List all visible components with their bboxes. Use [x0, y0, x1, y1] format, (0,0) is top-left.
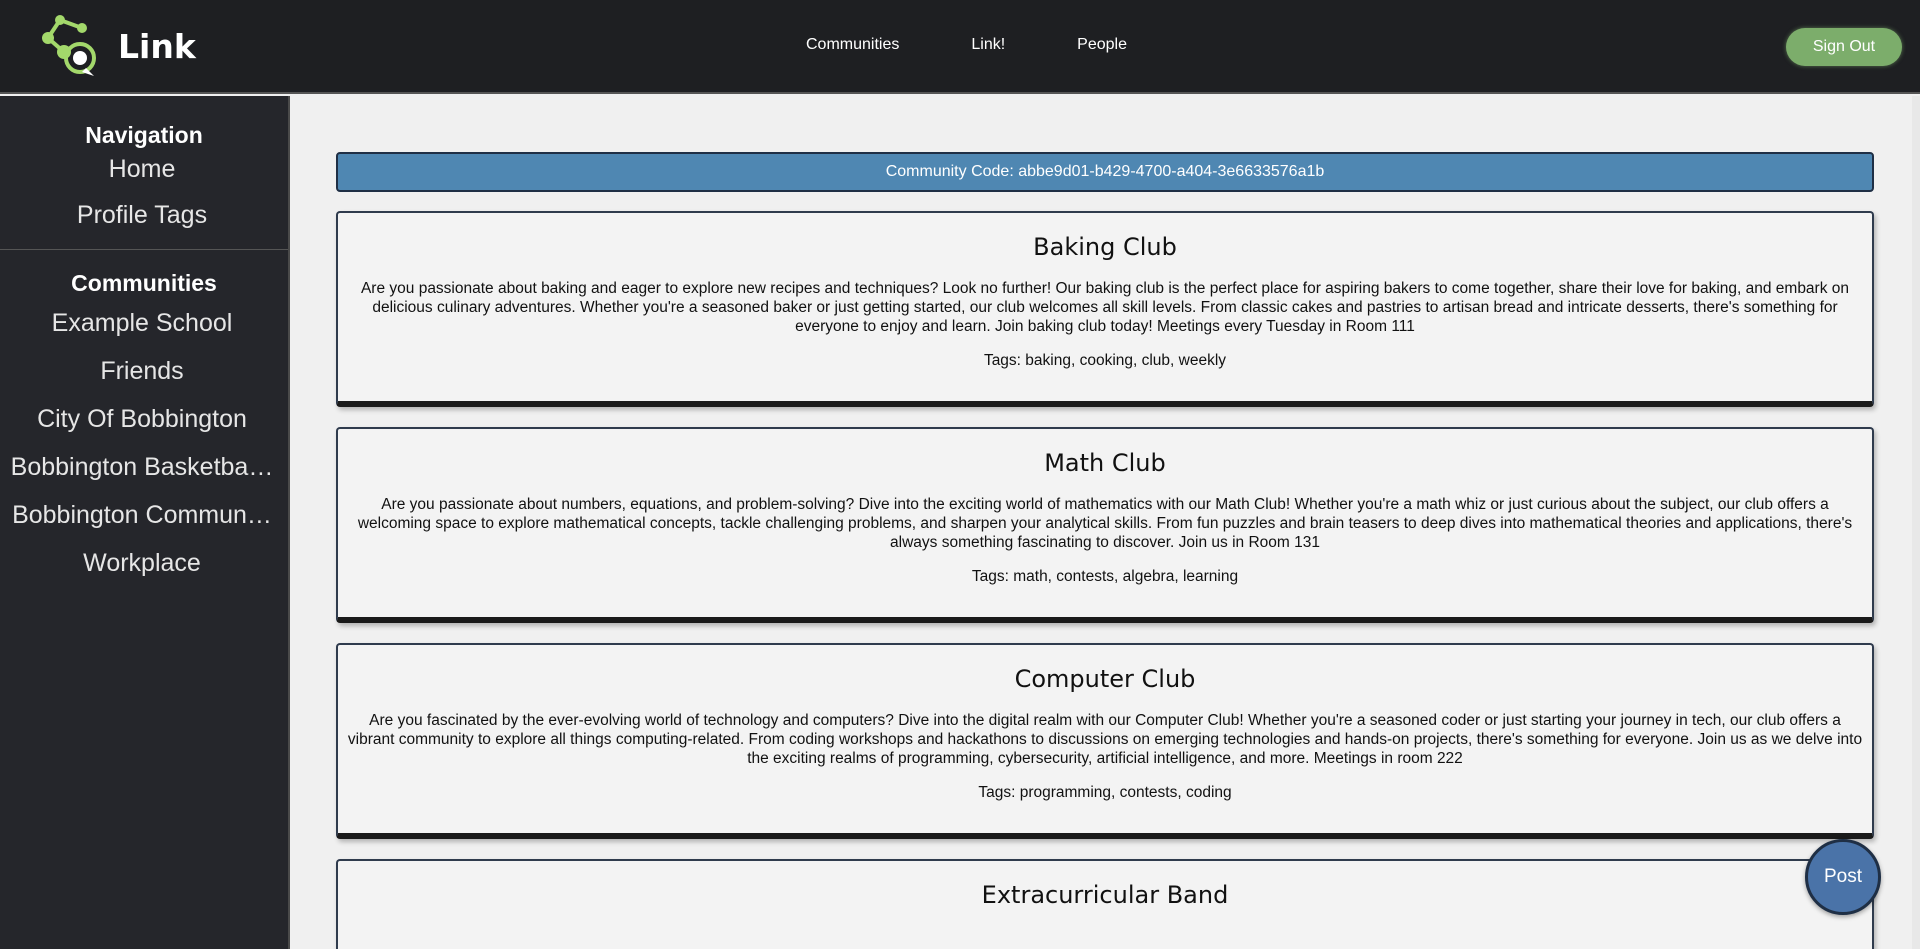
post-tags: Tags: math, contests, algebra, learning [971, 568, 1239, 585]
sidebar-item-friends[interactable]: Friends [100, 357, 184, 385]
sidebar-item-profile-tags[interactable]: Profile Tags [76, 201, 208, 229]
nav-people[interactable]: People [1077, 36, 1127, 53]
main-feed [292, 96, 1920, 949]
sidebar-item-city-of-bobbington[interactable]: City Of Bobbington [37, 405, 247, 433]
post-description: Are you passionate about numbers, equations, and problem-solving? Dive into the exciting world of mathematics with our Math Club! Whether you're a math whiz or just curious about the subject, our club offers a welcoming space to explore mathematical concepts, tackle challenging problems, and sharpen your analytical skills. From fun puzzles and brain teasers to deep dives into mathematical theories and applications, there's always something fascinating to discover. Join us in Room 131 [357, 496, 1853, 551]
post-description: Are you fascinated by the ever-evolving world of technology and computers? Dive into the digital realm with our Computer Club! Whether you're a seasoned coder or just starting your journey in tech, our club offers a vibrant community to explore all things computing-related. From coding workshops and hackathons to discussions on emerging technologies and hands-on projects, there's something for everyone. Join us as we delve into the exciting realms of programming, cybersecurity, artificial intelligence, and more. Meetings in room 222 [347, 712, 1863, 767]
post-title: Baking Club [1033, 233, 1177, 261]
sidebar-item-home[interactable]: Home [108, 155, 176, 183]
brand-name: Link [118, 26, 196, 66]
post-title: Extracurricular Band [981, 881, 1229, 909]
sidebar-item-example-school[interactable]: Example School [51, 309, 233, 337]
top-nav-links [806, 36, 1127, 54]
main-scrollbar[interactable] [1912, 96, 1920, 949]
community-code-bar[interactable]: Community Code: abbe9d01-b429-4700-a404-3e6633576a1b [336, 152, 1874, 192]
nav-communities[interactable]: Communities [806, 36, 900, 53]
top-navbar [0, 0, 1920, 94]
post-tags: Tags: programming, contests, coding [978, 784, 1232, 801]
sidebar-communities-heading: Communities [71, 270, 217, 296]
post-tags: Tags: baking, cooking, club, weekly [983, 352, 1227, 369]
post-title: Computer Club [1014, 665, 1196, 693]
link-logo-icon [38, 14, 108, 78]
sidebar-item-bobbington-basketball[interactable]: Bobbington Basketba… [10, 453, 274, 481]
post-button[interactable]: Post [1805, 839, 1881, 915]
sidebar-item-bobbington-community[interactable]: Bobbington Commun… [12, 501, 272, 529]
post-title: Math Club [1044, 449, 1166, 477]
brand[interactable] [38, 14, 196, 78]
sign-out-button[interactable]: Sign Out [1786, 28, 1902, 66]
post-card-math-club[interactable] [336, 427, 1874, 623]
post-card-extracurricular-band[interactable] [336, 859, 1874, 949]
post-description: Are you passionate about baking and eager to explore new recipes and techniques? Look no further! Our baking club is the perfect place for aspiring bakers to come together, share their love for baking, and embark on delicious culinary adventures. Whether you're a seasoned baker or just getting started, our club welcomes all skill levels. From classic cakes and pastries to artisan bread and intricate desserts, there's something for everyone to enjoy and learn. Join baking club today! Meetings every Tuesday in Room 111 [360, 280, 1850, 335]
sidebar-navigation-heading: Navigation [85, 122, 203, 148]
sidebar [0, 96, 290, 949]
sidebar-item-workplace[interactable]: Workplace [83, 549, 201, 577]
nav-link[interactable]: Link! [971, 36, 1006, 53]
post-card-computer-club[interactable] [336, 643, 1874, 839]
sidebar-divider [0, 249, 288, 250]
post-card-baking-club[interactable] [336, 211, 1874, 407]
